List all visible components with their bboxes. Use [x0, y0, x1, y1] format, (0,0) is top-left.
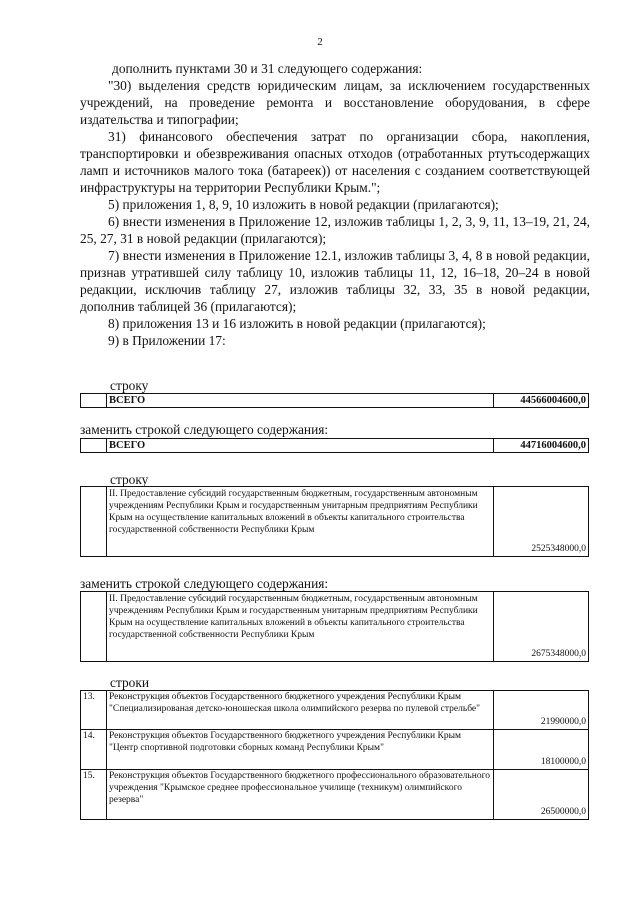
total-old-label: ВСЕГО — [107, 394, 494, 408]
table-row — [81, 394, 589, 408]
subsidy-new-value: 2675348000,0 — [494, 592, 589, 662]
item-value: 21990000,0 — [494, 691, 589, 730]
subsidy-old-text: II. Предоставление субсидий государственным бюджетным, государственным автономным учреждениям Республики Крым и государственным унитарным предприятиям Республики Крым на осуществление капитальных вложений в объекты капитального строительства государственной собственности Республики Крым — [107, 487, 494, 557]
total-new-label: ВСЕГО — [107, 439, 494, 453]
subsidy-new-table — [80, 591, 589, 662]
item-index: 13. — [81, 691, 107, 730]
total-new-table — [80, 438, 589, 453]
table-row — [81, 592, 589, 662]
subsidy-old-table — [80, 486, 589, 557]
table-row — [81, 487, 589, 557]
total-old-value: 44566004600,0 — [494, 394, 589, 408]
table-row — [81, 730, 589, 770]
item-value: 26500000,0 — [494, 770, 589, 820]
body-text — [80, 60, 590, 349]
paragraph-item-31: 31) финансового обеспечения затрат по организации сбора, накопления, транспортировки и обезвреживания опасных отходов (отработанных ртутьсодержащих ламп и источников малого тока (батареек)) от населения с созданием соответствующей инфраструктуры на территории Республики Крым."; — [80, 129, 590, 195]
items-table — [80, 690, 589, 820]
row-label: строку — [110, 378, 149, 393]
paragraph-item-8: 8) приложения 13 и 16 изложить в новой редакции (прилагаются); — [108, 316, 486, 331]
paragraph-item-6: 6) внести изменения в Приложение 12, изложив таблицы 1, 2, 3, 9, 11, 13–19, 21, 24, 25, 27, 31 в новой редакции (прилагаются); — [80, 214, 590, 246]
item-value: 18100000,0 — [494, 730, 589, 770]
table-row — [81, 439, 589, 453]
item-text: Реконструкция объектов Государственного бюджетного учреждения Республики Крым "Специализированая детско-юношеская школа олимпийского резерва по пулевой стрельбе" — [107, 691, 494, 730]
item-index: 15. — [81, 770, 107, 820]
item-index: 14. — [81, 730, 107, 770]
paragraph-item-7: 7) внести изменения в Приложение 12.1, изложив таблицы 3, 4, 8 в новой редакции, признав утратившей силу таблицу 10, изложив таблицы 11, 12, 16–18, 20–24 в новой редакции, исключив таблицу 27, изложив таблицы 32, 33, 35 в новой редакции, дополнив таблицей 36 (прилагаются); — [80, 248, 590, 314]
replace-label: заменить строкой следующего содержания: — [80, 422, 329, 437]
replace-label: заменить строкой следующего содержания: — [80, 576, 329, 591]
subsidy-old-value: 2525348000,0 — [494, 487, 589, 557]
subsidy-new-text: II. Предоставление субсидий государственным бюджетным, государственным автономным учреждениям Республики Крым и государственным унитарным предприятиям Республики Крым на осуществление капитальных вложений в объекты капитального строительства государственной собственности Республики Крым — [107, 592, 494, 662]
item-text: Реконструкция объектов Государственного бюджетного профессионального образовательного учреждения "Крымское среднее профессиональное училище (техникум) олимпийского резерва" — [107, 770, 494, 820]
rows-label: строки — [110, 675, 150, 690]
paragraph-item-5: 5) приложения 1, 8, 9, 10 изложить в новой редакции (прилагаются); — [108, 197, 499, 212]
paragraph-intro: дополнить пунктами 30 и 31 следующего содержания: — [112, 61, 423, 76]
table-row — [81, 691, 589, 730]
total-old-index-cell — [81, 394, 107, 408]
subsidy-new-index-cell — [81, 592, 107, 662]
table-row — [81, 770, 589, 820]
subsidy-old-index-cell — [81, 487, 107, 557]
page-number: 2 — [317, 36, 323, 48]
total-new-value: 44716004600,0 — [494, 439, 589, 453]
total-old-table — [80, 393, 589, 408]
paragraph-item-9: 9) в Приложении 17: — [108, 333, 226, 348]
paragraph-item-30: "30) выделения средств юридическим лицам, за исключением государственных учреждений, на проведение ремонта и восстановление оборудования, в сфере издательства и типографии; — [80, 78, 590, 127]
total-new-index-cell — [81, 439, 107, 453]
item-text: Реконструкция объектов Государственного бюджетного учреждения Республики Крым "Центр спортивной подготовки сборных команд Республики Крым" — [107, 730, 494, 770]
row-label: строку — [110, 472, 149, 487]
